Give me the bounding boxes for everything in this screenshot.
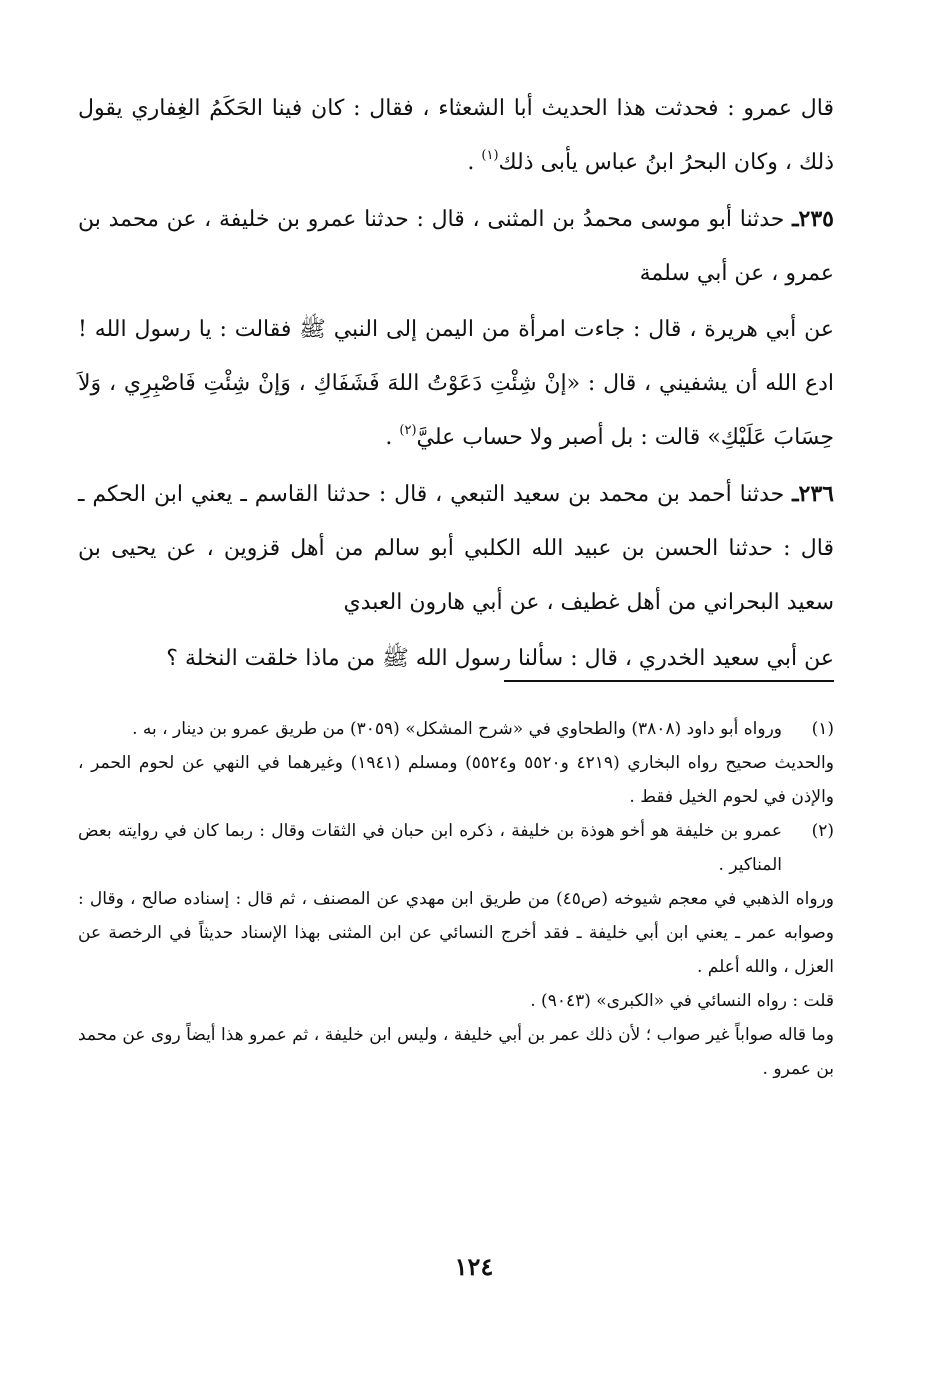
paragraph-5-text: عن أبي سعيد الخدري ، قال : سألنا رسول الله ﷺ من ماذا خلقت النخلة ؟ <box>166 646 834 671</box>
paragraph-3 <box>78 303 834 465</box>
footnote-2-line-a: عمرو بن خليفة هو أخو هوذة بن خليفة ، ذكره ابن حبان في الثقات وقال : ربما كان في روايته بعض المناكير . <box>78 821 782 875</box>
footnote-1-mark: (١) <box>811 719 834 739</box>
paragraph-3-end: . <box>385 425 400 450</box>
page-body <box>78 82 834 1079</box>
footnotes <box>78 712 834 1086</box>
hadith-236-chain: حدثنا أحمد بن محمد بن سعيد التبعي ، قال : حدثنا القاسم ـ يعني ابن الحكم ـ قال : حدثنا الحسن بن عبيد الله الكلبي أبو سالم من أهل قزوين ، عن يحيى بن سعيد البحراني من أهل غطيف ، عن أبي هارون العبدي <box>78 482 834 615</box>
footnote-2-body <box>78 814 782 882</box>
hadith-235-chain: حدثنا أبو موسى محمدُ بن المثنى ، قال : حدثنا عمرو بن خليفة ، عن محمد بن عمرو ، عن أبي سلمة <box>78 207 834 286</box>
hadith-235 <box>78 192 834 301</box>
footnote-separator <box>504 680 834 682</box>
page-number: ١٢٤ <box>454 1252 494 1281</box>
footnote-ref-2: (٢) <box>399 423 417 438</box>
footnote-2-line-c: قلت : رواه النسائي في «الكبرى» (٩٠٤٣) . <box>530 991 834 1011</box>
footnote-1-line-b: والحديث صحيح رواه البخاري (٤٢١٩ و٥٥٢٠ و٥٥٢٤) ومسلم (١٩٤١) وغيرهما في النهي عن لحوم الحمر ، والإذن في لحوم الخيل فقط . <box>78 753 834 807</box>
footnote-ref-1: (١) <box>481 148 499 163</box>
footnote-2-line-d: وما قاله صواباً غير صواب ؛ لأن ذلك عمر بن أبي خليفة ، وليس ابن خليفة ، ثم عمرو هذا أيضاً روى عن محمد بن عمرو . <box>78 1025 834 1079</box>
footnote-1-body <box>78 712 782 746</box>
paragraph-5 <box>78 632 834 686</box>
footnote-1-continuation <box>78 746 834 814</box>
footnote-1 <box>78 712 834 746</box>
footnote-1-line-a: ورواه أبو داود (٣٨٠٨) والطحاوي في «شرح المشكل» (٣٠٥٩) من طريق عمرو بن دينار ، به . <box>132 719 782 739</box>
footnote-2 <box>78 814 834 882</box>
paragraph-1-text: قال عمرو : فحدثت هذا الحديث أبا الشعثاء ، فقال : كان فينا الحَكَمُ الغِفاري يقول ذلك ، وكان البحرُ ابنُ عباس يأبى ذلك <box>78 96 834 175</box>
paragraph-1-end: . <box>467 150 482 175</box>
hadith-number-236: ٢٣٦ـ <box>792 481 834 507</box>
hadith-236 <box>78 467 834 630</box>
main-text <box>78 82 834 686</box>
footnote-2-line-b: ورواه الذهبي في معجم شيوخه (ص٤٥) من طريق ابن مهدي عن المصنف ، ثم قال : إسناده صالح ، وقال : وصوابه عمر ـ يعني ابن أبي خليفة ـ فقد أخرج النسائي عن ابن المثنى بهذا الإسناد حديثاً في الرخصة عن العزل ، والله أعلم . <box>78 889 834 977</box>
paragraph-3-text: عن أبي هريرة ، قال : جاءت امرأة من اليمن إلى النبي ﷺ فقالت : يا رسول الله ! ادع الله أن يشفيني ، قال : «إنْ شِئْتِ دَعَوْتُ اللهَ فَشَفَاكِ ، وَإنْ شِئْتِ فَاصْبِرِي ، وَلاَ حِسَابَ عَلَيْكِ» قالت : بل أصبر ولا حساب عليَّ <box>78 317 834 450</box>
footnote-2-continuation <box>78 882 834 1086</box>
footnote-2-mark: (٢) <box>811 821 834 841</box>
paragraph-1 <box>78 82 834 190</box>
hadith-number-235: ٢٣٥ـ <box>792 206 834 232</box>
